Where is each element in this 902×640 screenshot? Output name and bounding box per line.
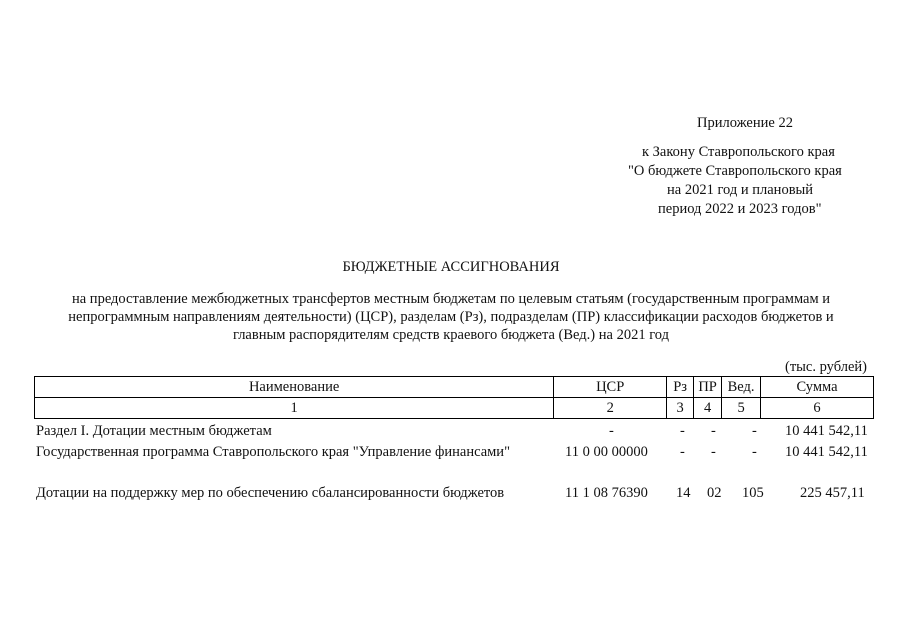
header-pr: ПР [694, 377, 722, 398]
row-csr: - [609, 423, 614, 439]
appendix-line-3: на 2021 год и плановый [667, 182, 814, 198]
row-name: Дотации на поддержку мер по обеспечению сбалансированности бюджетов [36, 485, 505, 501]
table-row [34, 485, 874, 503]
row-ved: 105 [742, 485, 764, 501]
header-name: Наименование [35, 377, 554, 398]
header-csr: ЦСР [554, 377, 667, 398]
header-rz: Рз [667, 377, 694, 398]
row-sum: 225 457,11 [800, 485, 865, 501]
col-number-6: 6 [761, 398, 874, 419]
table-row [34, 423, 874, 441]
header-row [35, 377, 874, 398]
col-number-2: 2 [554, 398, 667, 419]
row-csr: 11 1 08 76390 [565, 485, 648, 501]
row-pr: - [711, 423, 716, 439]
row-pr: 02 [707, 485, 722, 501]
subtitle-line-1: на предоставление межбюджетных трансфертов местным бюджетам по целевым статьям (государственным программам и [71, 291, 831, 307]
row-ved: - [752, 423, 757, 439]
budget-table-header [34, 376, 874, 419]
row-sum: 10 441 542,11 [785, 423, 868, 439]
col-number-4: 4 [694, 398, 722, 419]
col-number-1: 1 [35, 398, 554, 419]
row-name: Государственная программа Ставропольского края "Управление финансами" [36, 444, 510, 460]
appendix-line-1: к Закону Ставропольского края [642, 144, 835, 160]
col-number-3: 3 [667, 398, 694, 419]
appendix-line-4: период 2022 и 2023 годов" [658, 201, 822, 217]
col-number-5: 5 [722, 398, 761, 419]
subtitle-line-3: главным распорядителям средств краевого бюджета (Вед.) на 2021 год [232, 327, 669, 343]
subtitle-line-2: непрограммным направлениям деятельности) (ЦСР), разделам (Рз), подразделам (ПР) классификации расходов бюджетов и [68, 309, 834, 325]
units-label: (тыс. рублей) [785, 359, 867, 375]
row-csr: 11 0 00 00000 [565, 444, 648, 460]
document-title: БЮДЖЕТНЫЕ АССИГНОВАНИЯ [342, 259, 560, 275]
appendix-line-2: "О бюджете Ставропольского края [628, 163, 842, 179]
row-rz: - [680, 423, 685, 439]
row-pr: - [711, 444, 716, 460]
appendix-number: Приложение 22 [697, 115, 793, 131]
header-ved: Вед. [722, 377, 761, 398]
row-rz: - [680, 444, 685, 460]
row-ved: - [752, 444, 757, 460]
row-name: Раздел I. Дотации местным бюджетам [36, 423, 272, 439]
header-sum: Сумма [761, 377, 874, 398]
row-sum: 10 441 542,11 [785, 444, 868, 460]
table-row [34, 444, 874, 462]
column-number-row [35, 398, 874, 419]
row-rz: 14 [676, 485, 691, 501]
